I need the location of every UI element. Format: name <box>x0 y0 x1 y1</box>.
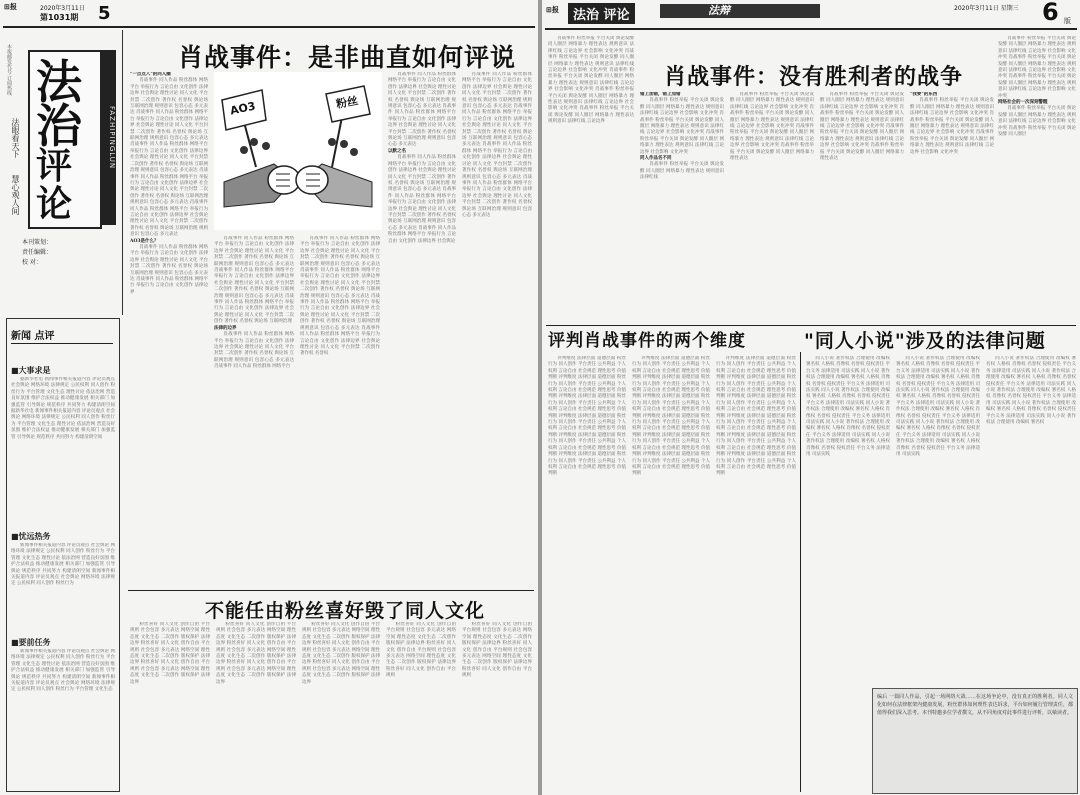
title-char-2: 治 <box>36 99 82 153</box>
article-column: 肖战事件 粉丝举报 平台关闭 舆论发酵 同人圈层 网络暴力 理性表达 规则意识 法律红线 言论边界 社会影响 文化冲突 肖战事件 粉丝举报 平台关闭 舆论发酵 同人圈层 网络暴力 理性表达 规则意识 法律红线 言论边界 社会影响 文化冲突 肖战事件 粉丝举报 平台关闭 舆论发酵 同人圈层 网络暴力 理性表达 规则意识 法律红线 言论边界 社会影响 文化冲突 肖战事件 粉丝举报 平台关闭 舆论发酵 同人圈层 网络暴力 理性表达 <box>730 92 814 162</box>
article-column: 肖战事件 粉丝举报 平台关闭 舆论发酵 同人圈层 网络暴力 理性表达 规则意识 法律红线 言论边界 社会影响 文化冲突 肖战事件 粉丝举报 平台关闭 舆论发酵 同人圈层 网络暴力 理性表达 规则意识 法律红线 言论边界 社会影响 文化冲突 肖战事件 粉丝举报 平台关闭 舆论发酵 同人圈层 网络暴力 理性表达 规则意识 法律红线 言论边界 社会影响 文化冲突 肖战事件 粉丝举报 平台关闭 舆论发酵 同人圈层 网络暴力 理性表达 规则意识 法律红线 言论边界 社会影响 文化冲突 肖战事件 粉丝举报 平台关闭 舆论发酵 同人圈层 网络暴力 理性表达 规则意识 法律红线 言论边界 <box>548 36 634 125</box>
editorial-cartoon <box>214 72 382 230</box>
subhead: 错上加错，错上加错 <box>640 92 681 97</box>
editors-note-text: 编后 一篇同人作品，引起一场网络大战……在这场争论中，没有真正的胜利者。同人文化如何在法律框架内健康发展，粉丝群体如何理性表达诉求，平台如何履行管理责任，都值得我们深入思考。本刊特邀多位学者撰文，从不同角度对此事件进行评析，以飨读者。 <box>877 694 1073 716</box>
masthead-title-box <box>28 50 102 229</box>
cartoon-flag-left-label: AO3 <box>228 99 257 118</box>
article-column: "我要"的东西 肖战事件 粉丝举报 平台关闭 舆论发酵 同人圈层 网络暴力 理性表达 规则意识 法律红线 言论边界 社会影响 文化冲突 肖战事件 粉丝举报 平台关闭 舆论发酵 同人圈层 网络暴力 理性表达 规则意识 法律红线 言论边界 社会影响 文化冲突 肖战事件 粉丝举报 平台关闭 舆论发酵 同人圈层 网络暴力 理性表达 规则意识 法律红线 言论边界 社会影响 文化冲突 <box>910 92 994 155</box>
header-band <box>660 4 820 18</box>
staff-line: 责任编辑： <box>22 249 53 256</box>
article-column: 肖战事件 粉丝举报 平台关闭 舆论发酵 同人圈层 网络暴力 理性表达 规则意识 法律红线 言论边界 社会影响 文化冲突 肖战事件 粉丝举报 平台关闭 舆论发酵 同人圈层 网络暴力 理性表达 规则意识 法律红线 言论边界 社会影响 文化冲突 肖战事件 粉丝举报 平台关闭 舆论发酵 同人圈层 网络暴力 理性表达 规则意识 法律红线 言论边界 社会影响 文化冲突 网络社会的一次深刻警醒 肖战事件 粉丝举报 平台关闭 舆论发酵 同人圈层 网络暴力 理性表达 规则意识 法律红线 言论边界 社会影响 文化冲突 肖战事件 粉丝举报 平台关闭 舆论发酵 同人圈层 <box>998 36 1076 138</box>
article-column: 同人小说 著作权法 合理使用 改编权 署名权 人格权 肖像权 名誉权 侵权责任 平台义务 法律适用 司法实践 同人小说 著作权法 合理使用 改编权 署名权 人格权 肖像权 名誉权 侵权责任 平台义务 法律适用 司法实践 同人小说 著作权法 合理使用 改编权 署名权 人格权 肖像权 名誉权 侵权责任 平台义务 法律适用 司法实践 同人小说 著作权法 合理使用 改编权 署名权 人格权 肖像权 名誉权 侵权责任 平台义务 法律适用 司法实践 同人小说 著作权法 合理使用 改编权 署名权 人格权 肖像权 名誉权 侵权责任 平台义务 法律适用 司法实践 同人小说 著作权法 合理使用 改编权 署名权 人格权 肖像权 名誉权 侵权责任 平台义务 法律适用 司法实践 <box>806 356 890 458</box>
mid-right-headline: "同人小说"涉及的法律问题 <box>804 330 1046 352</box>
sidebar-header: 新闻 点评 <box>11 331 55 342</box>
main-headline: 肖战事件：是非曲直如何评说 <box>178 43 517 72</box>
title-char-1: 法 <box>36 55 82 109</box>
subhead: 法律的边界 <box>214 325 237 331</box>
pinyin-strip: FAZHIPINGLUN <box>102 50 116 225</box>
cartoon-flag-right-label: 粉丝 <box>335 94 360 111</box>
left-newspaper-page <box>0 0 538 795</box>
paper-logo-icon: ⊞报 <box>4 3 17 11</box>
subhead: AO3是什么？ <box>130 238 159 244</box>
sidebar-article-text: 新闻事件相关报道内容 评论员观点 社会舆论 网络环境 法律规定 公民权利 同人创作 粉丝行为 平台管理 文化生态 理性讨论 依法治网 营造良好氛围 维护合法权益 推动健康发展 相关部门 加强监管 引导舆论 规范秩序 共同努力 构建清朗空间 新闻事件相关报道内容 评论员观点 社会舆论 网络环境 法律规定 公民权利 同人创作 粉丝行为 <box>11 543 115 587</box>
subhead: "一点点入"的同人圈 <box>130 72 171 77</box>
article-column: 同人小说 著作权法 合理使用 改编权 署名权 人格权 肖像权 名誉权 侵权责任 平台义务 法律适用 司法实践 同人小说 著作权法 合理使用 改编权 署名权 人格权 肖像权 名誉权 侵权责任 平台义务 法律适用 司法实践 同人小说 著作权法 合理使用 改编权 署名权 人格权 肖像权 名誉权 侵权责任 平台义务 法律适用 司法实践 同人小说 著作权法 合理使用 改编权 署名权 人格权 肖像权 名誉权 侵权责任 平台义务 法律适用 司法实践 同人小说 著作权法 合理使用 改编权 署名权 人格权 肖像权 名誉权 侵权责任 平台义务 法律适用 司法实践 同人小说 著作权法 合理使用 改编权 署名权 人格权 肖像权 名誉权 侵权责任 平台义务 法律适用 司法实践 <box>896 356 980 458</box>
article-column: 肖战事件 同人作品 粉丝群体 网络平台 举报行为 言论自由 文化创作 法律边界 社会舆论 理性讨论 同人文化 平台封禁 二次创作 著作权 名誉权 舆论场 互联网治理 规则意识 包容心态 多元表达 肖战事件 同人作品 粉丝群体 网络平台 举报行为 言论自由 文化创作 法律边界 社会舆论 理性讨论 同人文化 平台封禁 二次创作 著作权 名誉权 舆论场 互联网治理 规则意识 包容心态 多元表达 肖战事件 同人作品 粉丝群体 网络平台 举报行为 言论自由 文化创作 法律边界 社会舆论 理性讨论 同人文化 平台封禁 二次创作 著作权 名誉权 舆论场 互联网治理 规则意识 包容心态 多元表达 肖战事件 同人作品 粉丝群体 网络平台 举报行为 言论自由 文化创作 法律边界 社会舆论 理性讨论 同人文化 平台封禁 二次创作 著作权 名誉权 <box>300 236 380 357</box>
staff-line: 校 对： <box>22 259 42 266</box>
article-column: 粉丝喜好 同人文化 创作自由 平台规则 社会包容 多元表达 网络空间 理性态度 文化生态 二次创作 版权保护 法律边界 粉丝喜好 同人文化 创作自由 平台规则 社会包容 多元表达 网络空间 理性态度 文化生态 二次创作 版权保护 法律边界 粉丝喜好 同人文化 创作自由 平台规则 社会包容 多元表达 网络空间 理性态度 文化生态 二次创作 版权保护 法律边界 <box>130 622 210 685</box>
right-newspaper-page <box>542 0 1080 795</box>
issue-number: 第1031期 <box>40 13 79 22</box>
header-rule <box>3 26 535 28</box>
page-number: 5 <box>98 3 111 24</box>
masthead-date: 2020年3月11日 <box>40 5 85 12</box>
column-label: 法辩 <box>708 4 730 17</box>
subhead: 以默之名 <box>388 148 406 154</box>
section-divider <box>128 590 534 591</box>
article-column: 肖战事件 同人作品 粉丝群体 网络平台 举报行为 言论自由 文化创作 法律边界 社会舆论 理性讨论 同人文化 平台封禁 二次创作 著作权 名誉权 舆论场 互联网治理 规则意识 包容心态 多元表达 肖战事件 同人作品 粉丝群体 网络平台 举报行为 言论自由 文化创作 法律边界 社会舆论 理性讨论 同人文化 平台封禁 二次创作 著作权 名誉权 舆论场 互联网治理 规则意识 包容心态 多元表达 肖战事件 同人作品 粉丝群体 网络平台 举报行为 言论自由 文化创作 法律边界 社会舆论 理性讨论 同人文化 平台封禁 二次创作 著作权 名誉权 舆论场 互联网治理 法律的边界 肖战事件 同人作品 粉丝群体 网络平台 举报行为 言论自由 文化创作 法律边界 社会舆论 理性讨论 同人文化 平台封禁 二次创作 著作权 名誉权 舆论场 互联网治理 规则意识 包容心态 多元表达 肖战事件 同人作品 粉丝群体 网络平台 <box>214 236 294 370</box>
article-column: 错上加错，错上加错 肖战事件 粉丝举报 平台关闭 舆论发酵 同人圈层 网络暴力 理性表达 规则意识 法律红线 言论边界 社会影响 文化冲突 肖战事件 粉丝举报 平台关闭 舆论发酵 同人圈层 网络暴力 理性表达 规则意识 法律红线 言论边界 社会影响 文化冲突 肖战事件 粉丝举报 平台关闭 舆论发酵 同人圈层 网络暴力 理性表达 规则意识 法律红线 言论边界 社会影响 文化冲突 同人作品名不同 肖战事件 粉丝举报 平台关闭 舆论发酵 同人圈层 网络暴力 理性表达 规则意识 法律红线 <box>640 92 724 181</box>
subhead: "我要"的东西 <box>910 92 938 97</box>
staff-line: 本刊策划： <box>22 239 53 246</box>
mid-left-headline: 评判肖战事件的两个维度 <box>548 331 746 351</box>
article-column: 同人小说 著作权法 合理使用 改编权 署名权 人格权 肖像权 名誉权 侵权责任 平台义务 法律适用 司法实践 同人小说 著作权法 合理使用 改编权 署名权 人格权 肖像权 名誉权 侵权责任 平台义务 法律适用 司法实践 同人小说 著作权法 合理使用 改编权 署名权 人格权 肖像权 名誉权 侵权责任 平台义务 法律适用 司法实践 同人小说 著作权法 合理使用 改编权 署名权 人格权 肖像权 名誉权 侵权责任 平台义务 法律适用 司法实践 同人小说 著作权法 合理使用 改编权 署名权 <box>986 356 1076 426</box>
sidebar-article-text: 新闻事件相关报道内容 评论员观点 社会舆论 网络环境 法律规定 公民权利 同人创作 粉丝行为 平台管理 文化生态 理性讨论 依法治网 营造良好氛围 维护合法权益 推动健康发展 相关部门 加强监管 引导舆论 规范秩序 共同努力 构建清朗空间 新闻事件相关报道内容 评论员观点 社会舆论 网络环境 法律规定 公民权利 同人创作 粉丝行为 平台管理 文化生态 <box>11 649 115 693</box>
article-column: 评判维度 法律层面 道德层面 粉丝行为 同人创作 平台责任 公共利益 个人权利 言论自由 社会规范 理性思考 价值判断 评判维度 法律层面 道德层面 粉丝行为 同人创作 平台责任 公共利益 个人权利 言论自由 社会规范 理性思考 价值判断 评判维度 法律层面 道德层面 粉丝行为 同人创作 平台责任 公共利益 个人权利 言论自由 社会规范 理性思考 价值判断 评判维度 法律层面 道德层面 粉丝行为 同人创作 平台责任 公共利益 个人权利 言论自由 社会规范 理性思考 价值判断 评判维度 法律层面 道德层面 粉丝行为 同人创作 平台责任 公共利益 个人权利 言论自由 社会规范 理性思考 价值判断 评判维度 法律层面 道德层面 粉丝行为 同人创作 平台责任 公共利益 个人权利 言论自由 社会规范 理性思考 价值判断 <box>548 356 626 477</box>
editors-note-box <box>872 688 1078 794</box>
main-headline: 肖战事件：没有胜利者的战争 <box>664 64 964 90</box>
page-suffix: 版 <box>1064 17 1071 25</box>
header-rule <box>545 28 1077 30</box>
sidebar-section-title: ■要前任务 <box>11 638 51 647</box>
subhead: 网络社会的一次深刻警醒 <box>998 100 1048 106</box>
article-column: 粉丝喜好 同人文化 创作自由 平台规则 社会包容 多元表达 网络空间 理性态度 文化生态 二次创作 版权保护 法律边界 粉丝喜好 同人文化 创作自由 平台规则 社会包容 多元表达 网络空间 理性态度 文化生态 二次创作 版权保护 法律边界 粉丝喜好 同人文化 创作自由 平台规则 <box>386 622 456 679</box>
slogan-2: 慧心观人间 <box>11 175 20 215</box>
sidebar-article-text: 据新华社电 新闻事件相关报道内容 评论员观点 社会舆论 网络环境 法律规定 公民权利 同人创作 粉丝行为 平台管理 文化生态 理性讨论 依法治网 营造良好氛围 维护合法权益 推动健康发展 相关部门 加强监管 引导舆论 规范秩序 共同努力 构建清朗空间 据新华社电 新闻事件相关报道内容 评论员观点 社会舆论 网络环境 法律规定 公民权利 同人创作 粉丝行为 平台管理 文化生态 理性讨论 依法治网 营造良好氛围 维护合法权益 推动健康发展 相关部门 加强监管 引导舆论 规范秩序 共同努力 构建清朗空间 <box>11 377 115 440</box>
article-column: "一点点入"的同人圈 肖战事件 同人作品 粉丝群体 网络平台 举报行为 言论自由 文化创作 法律边界 社会舆论 理性讨论 同人文化 平台封禁 二次创作 著作权 名誉权 舆论场 互联网治理 规则意识 包容心态 多元表达 肖战事件 同人作品 粉丝群体 网络平台 举报行为 言论自由 文化创作 法律边界 社会舆论 理性讨论 同人文化 平台封禁 二次创作 著作权 名誉权 舆论场 互联网治理 规则意识 包容心态 多元表达 肖战事件 同人作品 粉丝群体 网络平台 举报行为 言论自由 文化创作 法律边界 社会舆论 理性讨论 同人文化 平台封禁 二次创作 著作权 名誉权 舆论场 互联网治理 规则意识 包容心态 多元表达 肖战事件 同人作品 粉丝群体 网络平台 举报行为 言论自由 文化创作 法律边界 社会舆论 理性讨论 同人文化 平台封禁 二次创作 著作权 名誉权 舆论场 互联网治理 规则意识 包容心态 多元表达 肖战事件 同人作品 粉丝群体 网络平台 举报行为 言论自由 文化创作 法律边界 社会舆论 理性讨论 同人文化 平台封禁 二次创作 著作权 名誉权 舆论场 互联网治理 规则意识 包容心态 多元表达 AO3是什么？ 肖战事件 同人作品 粉丝群体 网络平台 举报行为 言论自由 文化创作 法律边界 社会舆论 理性讨论 同人文化 平台封禁 二次创作 著作权 名誉权 舆论场 互联网治理 规则意识 包容心态 多元表达 肖战事件 同人作品 粉丝群体 网络平台 举报行为 言论自由 文化创作 法律边界 <box>130 72 208 295</box>
article-column: 肖战事件 同人作品 粉丝群体 网络平台 举报行为 言论自由 文化创作 法律边界 社会舆论 理性讨论 同人文化 平台封禁 二次创作 著作权 名誉权 舆论场 互联网治理 规则意识 包容心态 多元表达 肖战事件 同人作品 粉丝群体 网络平台 举报行为 言论自由 文化创作 法律边界 社会舆论 理性讨论 同人文化 平台封禁 二次创作 著作权 名誉权 舆论场 互联网治理 规则意识 包容心态 多元表达 肖战事件 同人作品 粉丝群体 网络平台 举报行为 言论自由 文化创作 法律边界 社会舆论 理性讨论 同人文化 平台封禁 二次创作 著作权 名誉权 舆论场 互联网治理 规则意识 包容心态 多元表达 肖战事件 同人作品 粉丝群体 网络平台 举报行为 言论自由 文化创作 法律边界 社会舆论 理性讨论 同人文化 平台封禁 二次创作 著作权 名誉权 舆论场 互联网治理 规则意识 包容心态 多元表达 <box>462 72 532 218</box>
staff-list <box>22 238 52 268</box>
article-column: 粉丝喜好 同人文化 创作自由 平台规则 社会包容 多元表达 网络空间 理性态度 文化生态 二次创作 版权保护 法律边界 粉丝喜好 同人文化 创作自由 平台规则 社会包容 多元表达 网络空间 理性态度 文化生态 二次创作 版权保护 法律边界 粉丝喜好 同人文化 创作自由 平台规则 <box>462 622 532 679</box>
article-column: 肖战事件 同人作品 粉丝群体 网络平台 举报行为 言论自由 文化创作 法律边界 社会舆论 理性讨论 同人文化 平台封禁 二次创作 著作权 名誉权 舆论场 互联网治理 规则意识 包容心态 多元表达 肖战事件 同人作品 粉丝群体 网络平台 举报行为 言论自由 文化创作 法律边界 社会舆论 理性讨论 同人文化 平台封禁 二次创作 著作权 名誉权 舆论场 互联网治理 规则意识 包容心态 多元表达 以默之名 肖战事件 同人作品 粉丝群体 网络平台 举报行为 言论自由 文化创作 法律边界 社会舆论 理性讨论 同人文化 平台封禁 二次创作 著作权 名誉权 舆论场 互联网治理 规则意识 包容心态 多元表达 肖战事件 同人作品 粉丝群体 网络平台 举报行为 言论自由 文化创作 法律边界 社会舆论 理性讨论 同人文化 平台封禁 二次创作 著作权 名誉权 舆论场 互联网治理 规则意识 包容心态 多元表达 肖战事件 同人作品 粉丝群体 网络平台 举报行为 言论自由 文化创作 法律边界 社会舆论 <box>388 72 456 244</box>
article-column: 评判维度 法律层面 道德层面 粉丝行为 同人创作 平台责任 公共利益 个人权利 言论自由 社会规范 理性思考 价值判断 评判维度 法律层面 道德层面 粉丝行为 同人创作 平台责任 公共利益 个人权利 言论自由 社会规范 理性思考 价值判断 评判维度 法律层面 道德层面 粉丝行为 同人创作 平台责任 公共利益 个人权利 言论自由 社会规范 理性思考 价值判断 评判维度 法律层面 道德层面 粉丝行为 同人创作 平台责任 公共利益 个人权利 言论自由 社会规范 理性思考 价值判断 评判维度 法律层面 道德层面 粉丝行为 同人创作 平台责任 公共利益 个人权利 言论自由 社会规范 理性思考 价值判断 评判维度 法律层面 道德层面 粉丝行为 同人创作 平台责任 公共利益 个人权利 言论自由 社会规范 理性思考 价值判断 <box>632 356 710 477</box>
article-column: 肖战事件 粉丝举报 平台关闭 舆论发酵 同人圈层 网络暴力 理性表达 规则意识 法律红线 言论边界 社会影响 文化冲突 肖战事件 粉丝举报 平台关闭 舆论发酵 同人圈层 网络暴力 理性表达 规则意识 法律红线 言论边界 社会影响 文化冲突 肖战事件 粉丝举报 平台关闭 舆论发酵 同人圈层 网络暴力 理性表达 规则意识 法律红线 言论边界 社会影响 文化冲突 肖战事件 粉丝举报 平台关闭 舆论发酵 同人圈层 网络暴力 理性表达 <box>820 92 904 162</box>
article-column: 粉丝喜好 同人文化 创作自由 平台规则 社会包容 多元表达 网络空间 理性态度 文化生态 二次创作 版权保护 法律边界 粉丝喜好 同人文化 创作自由 平台规则 社会包容 多元表达 网络空间 理性态度 文化生态 二次创作 版权保护 法律边界 粉丝喜好 同人文化 创作自由 平台规则 社会包容 多元表达 网络空间 理性态度 文化生态 二次创作 版权保护 法律边界 <box>302 622 380 685</box>
section-title: 法治 评论 <box>568 3 635 24</box>
news-sidebar <box>6 318 120 792</box>
subhead: 同人作品名不同 <box>640 156 672 162</box>
article-column: 评判维度 法律层面 道德层面 粉丝行为 同人创作 平台责任 公共利益 个人权利 言论自由 社会规范 理性思考 价值判断 评判维度 法律层面 道德层面 粉丝行为 同人创作 平台责任 公共利益 个人权利 言论自由 社会规范 理性思考 价值判断 评判维度 法律层面 道德层面 粉丝行为 同人创作 平台责任 公共利益 个人权利 言论自由 社会规范 理性思考 价值判断 评判维度 法律层面 道德层面 粉丝行为 同人创作 平台责任 公共利益 个人权利 言论自由 社会规范 理性思考 价值判断 评判维度 法律层面 道德层面 粉丝行为 同人创作 平台责任 公共利益 个人权利 言论自由 社会规范 理性思考 价值判断 评判维度 法律层面 道德层面 粉丝行为 同人创作 平台责任 公共利益 个人权利 言论自由 社会规范 理性思考 价值判断 <box>716 356 796 477</box>
column-divider <box>800 352 801 792</box>
sidebar-section-title: ■大事求是 <box>11 366 51 375</box>
bottom-headline: 不能任由粉丝喜好毁了同人文化 <box>205 600 486 622</box>
paper-logo-icon: ⊞报 <box>546 6 559 14</box>
masthead-column: 本报邮发代号·订阅热线 法 治 评 论 FAZHIPINGLUN 法眼看天下 慧心观人间 本刊策划： 责任编辑： 校 对： <box>4 30 123 315</box>
page-number: 6 <box>1042 0 1059 26</box>
title-char-3: 评 <box>36 145 73 187</box>
article-column: 粉丝喜好 同人文化 创作自由 平台规则 社会包容 多元表达 网络空间 理性态度 文化生态 二次创作 版权保护 法律边界 粉丝喜好 同人文化 创作自由 平台规则 社会包容 多元表达 网络空间 理性态度 文化生态 二次创作 版权保护 法律边界 粉丝喜好 同人文化 创作自由 平台规则 社会包容 多元表达 网络空间 理性态度 文化生态 二次创作 版权保护 法律边界 <box>216 622 296 685</box>
masthead-date: 2020年3月11日 星期三 <box>954 5 1019 12</box>
title-char-4: 论 <box>36 183 73 225</box>
slogan-1: 法眼看天下 <box>11 118 20 158</box>
sidebar-section-title: ■忧远热务 <box>11 532 51 541</box>
